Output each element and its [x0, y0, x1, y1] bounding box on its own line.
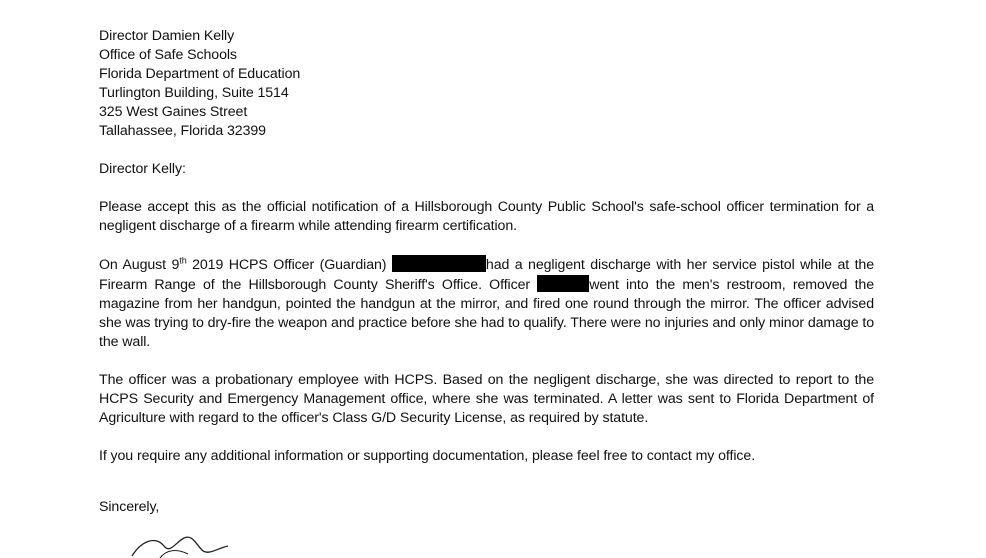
salutation: Director Kelly:	[99, 161, 186, 177]
address-line: Office of Safe Schools	[99, 47, 237, 63]
letter-body	[99, 27, 874, 517]
address-line: Director Damien Kelly	[99, 28, 235, 44]
paragraph-contact: If you require any additional information or supporting documentation, please feel free to contact my office.	[99, 448, 756, 464]
recipient-address	[99, 27, 874, 141]
paragraph-termination: The officer was a probationary employee with HCPS. Based on the negligent discharge, she was directed to report to the HCPS Security and Emergency Management office, where she was terminated. A letter was sent to Florida Department of Agriculture with regard to the officer's Class G/D Security License, as required by statute.	[99, 372, 874, 426]
incident-text: On August 9	[99, 257, 180, 273]
address-line: 325 West Gaines Street	[99, 104, 248, 120]
redaction-bar	[392, 255, 486, 272]
address-line: Florida Department of Education	[99, 66, 301, 82]
incident-text: went into the men's restroom, removed the magazine from her handgun, pointed the handgun at the mirror, and fired one round through the mirror. The officer advised she was trying to dry-fire the weapon and practice before she had to qualify. There were no injuries and only minor damage to the wall.	[99, 277, 874, 350]
paragraph-notification: Please accept this as the official notification of a Hillsborough County Public School's safe-school officer termination for a negligent discharge of a firearm while attending firearm certification.	[99, 199, 874, 234]
paragraph-incident	[99, 255, 874, 352]
address-line: Turlington Building, Suite 1514	[99, 85, 289, 101]
ordinal-suffix: th	[179, 255, 187, 266]
redaction-bar	[537, 275, 589, 292]
incident-text: had a negligent discharge with her service pistol while at the Firearm Range of the Hillsborough County Sheriff's Office. Officer	[99, 257, 874, 293]
closing: Sincerely,	[99, 499, 160, 515]
address-line: Tallahassee, Florida 32399	[99, 123, 266, 139]
incident-text: 2019 HCPS Officer (Guardian)	[186, 257, 392, 273]
